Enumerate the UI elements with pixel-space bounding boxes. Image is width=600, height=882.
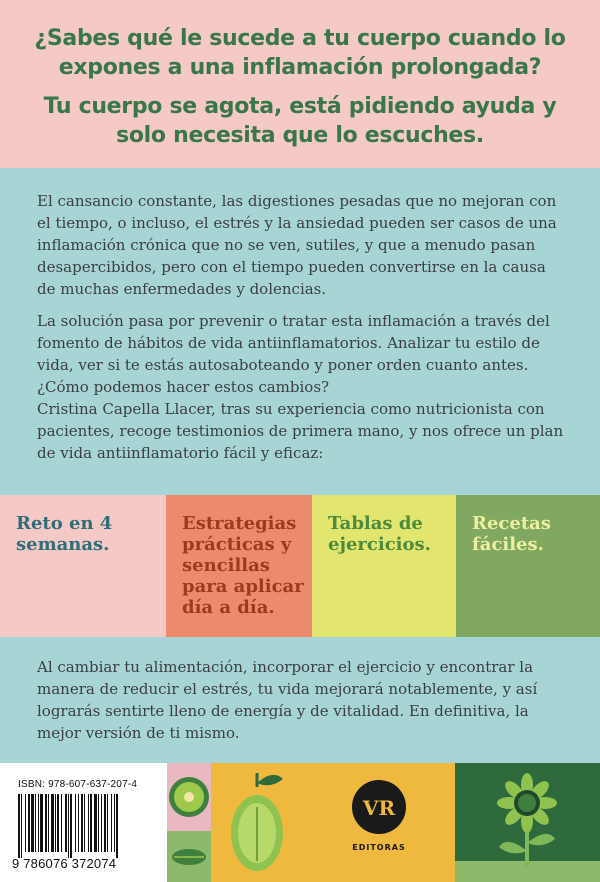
bottom-strip [0,763,600,882]
feature-label: Estrategias prácticas y sencillas para aplicar día a día. [182,513,304,618]
publisher-logo [303,763,455,882]
header-question: ¿Sabes qué le sucede a tu cuerpo cuando lo expones a una inflamación prolongada? [34,26,566,80]
header-section [0,0,600,168]
publisher-name: EDITORAS [352,843,406,852]
feature-boxes [0,495,600,637]
barcode-digits: 9 786076 372074 [12,856,117,871]
barcode [0,763,167,882]
feature-box-exercises [312,495,456,637]
barcode-bars [16,794,154,858]
feature-label: Recetas fáciles. [472,513,551,555]
flower-illustration-tile [455,763,600,882]
synopsis-paragraph-2: La solución pasa por prevenir o tratar esta inflamación a través del fomento de hábitos de vida antiinflamatorios. Analizar tu estilo de vida, ver si te estás autosaboteando y poner orden cuanto antes. ¿Cómo podemos hacer estos cambios? [37,312,550,396]
synopsis-paragraph-1: El cansancio constante, las digestiones pesadas que no mejoran con el tiempo, o incluso, el estrés y la ansiedad pueden ser casos de una inflamación crónica que no se ven, sutiles, y que a menudo pasan desapercibidos, pero con el tiempo pueden convertirse en la causa de muchas enfermedades y dolencias. [37,192,557,298]
synopsis-section [0,168,600,495]
feature-box-challenge [0,495,166,637]
feature-label: Reto en 4 semanas. [16,513,113,555]
publisher-logo-text: VR [362,796,396,820]
feature-box-recipes [456,495,600,637]
header-answer: Tu cuerpo se agota, está pidiendo ayuda y solo necesita que lo escuches. [43,94,557,148]
feature-label: Tablas de ejercicios. [328,513,431,555]
closing-paragraph: Al cambiar tu alimentación, incorporar el ejercicio y encontrar la manera de reducir el estrés, tu vida mejorará notablemente, y así lograrás sentirte lleno de energía y de vitalidad. En definitiva, la mejor versión de ti mismo. [37,658,538,742]
fruit-illustration [167,763,303,882]
feature-box-strategies [166,495,312,637]
closing-section [0,637,600,763]
fruit-illustration-tile [167,763,303,882]
publisher-tile [303,763,455,882]
synopsis-paragraph-3: Cristina Capella Llacer, tras su experiencia como nutricionista con pacientes, recoge testimonios de primera mano, y nos ofrece un plan de vida antiinflamatorio fácil y eficaz: [37,400,564,462]
isbn-label: ISBN: 978-607-637-207-4 [18,779,138,790]
sunflower-illustration [455,763,600,882]
